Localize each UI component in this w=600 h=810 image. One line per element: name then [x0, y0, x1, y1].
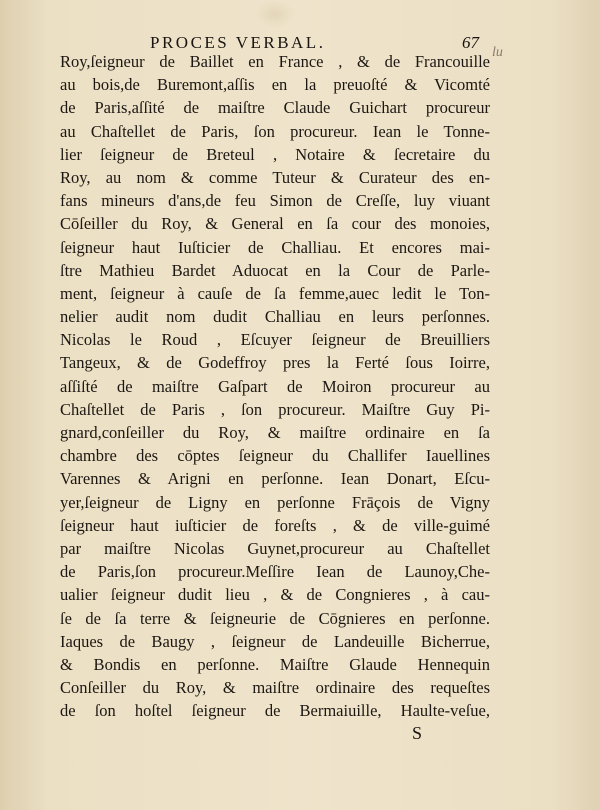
- text-line: fans mineurs d'ans,de feu Simon de Creſſe, luy viuant: [60, 191, 490, 211]
- text-line: chambre des cōptes ſeigneur du Challifer Iauellines: [60, 446, 490, 466]
- text-line: yer,ſeigneur de Ligny en perſonne Frāçois de Vigny: [60, 492, 490, 512]
- handwritten-margin-note: lu: [492, 45, 503, 60]
- text-line: Iaques de Baugy , ſeigneur de Landeuille Bicherrue,: [60, 631, 490, 651]
- text-line: ſeigneur haut Iuſticier de Challiau. Et encores mai-: [60, 237, 490, 257]
- text-line: aſſiſté de maiſtre Gaſpart de Moiron procureur au: [60, 376, 490, 396]
- text-line: gnard,conſeiller du Roy, & maiſtre ordinaire en ſa: [60, 423, 490, 442]
- text-line: de Paris,ſon procureur.Meſſire Iean de Launoy,Che-: [60, 562, 490, 582]
- text-line: au bois,de Buremont,aſſis en la preuoſté & Vicomté: [60, 75, 490, 95]
- text-line: nelier audit nom dudit Challiau en leurs perſonnes.: [60, 307, 490, 327]
- text-line: ſeigneur haut iuſticier de foreſts , & de ville-guimé: [60, 515, 490, 535]
- text-line: Varennes & Arigni en perſonne. Iean Donart, Eſcu-: [60, 469, 490, 489]
- text-line: de ſon hoſtel ſeigneur de Bermaiuille, Haulte-veſue,: [60, 701, 490, 721]
- text-line: ſtre Mathieu Bardet Aduocat en la Cour de Parle-: [60, 260, 490, 280]
- text-line: Roy,ſeigneur de Baillet en France , & de Francouille: [60, 52, 490, 71]
- text-line: Conſeiller du Roy, & maiſtre ordinaire des requeſtes: [60, 678, 490, 698]
- text-line: & Bondis en perſonne. Maiſtre Glaude Hennequin: [60, 654, 490, 674]
- text-line: ſe de ſa terre & ſeigneurie de Cōgnieres en perſonne.: [60, 608, 490, 628]
- text-line: Chaſtellet de Paris , ſon procureur. Maiſtre Guy Pi-: [60, 399, 490, 419]
- text-line: Roy, au nom & comme Tuteur & Curateur des en-: [60, 167, 490, 187]
- text-line: Nicolas le Roud , Eſcuyer ſeigneur de Breuilliers: [60, 330, 490, 350]
- signature-mark: S: [412, 723, 423, 743]
- text-line: Tangeux, & de Godeffroy pres la Ferté ſous Ioirre,: [60, 353, 490, 373]
- paper-stain: [255, 0, 295, 28]
- text-line: au Chaſtellet de Paris, ſon procureur. Iean le Tonne-: [60, 121, 490, 141]
- text-line: Cōſeiller du Roy, & General en ſa cour des monoies,: [60, 214, 490, 234]
- text-line: ment, ſeigneur à cauſe de ſa femme,auec ledit le Ton-: [60, 283, 490, 303]
- body-text: [60, 50, 490, 722]
- text-line: de Paris,aſſité de maiſtre Claude Guichart procureur: [60, 98, 490, 118]
- text-line: lier ſeigneur de Breteul , Notaire & ſecretaire du: [60, 144, 490, 164]
- running-head: PROCES VERBAL.: [150, 33, 326, 52]
- text-line: ualier ſeigneur dudit lieu , & de Congnieres , à cau-: [60, 585, 490, 605]
- page-number: 67: [462, 33, 479, 52]
- text-line: par maiſtre Nicolas Guynet,procureur au Chaſtellet: [60, 538, 490, 558]
